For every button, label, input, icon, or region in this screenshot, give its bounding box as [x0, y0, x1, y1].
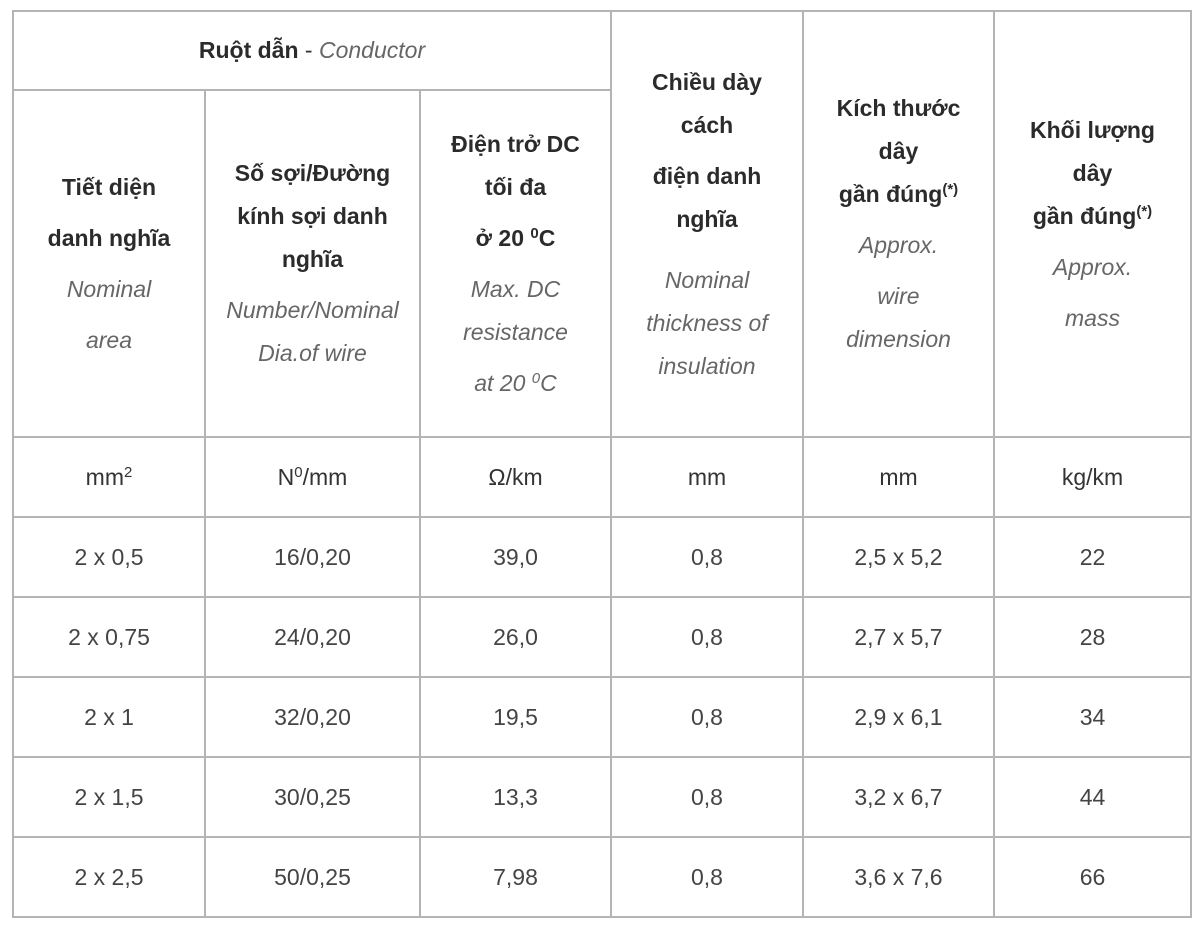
cell-mass: 66 — [994, 837, 1191, 917]
dimension-en-line1: Approx. — [858, 232, 939, 258]
resistance-header — [420, 90, 611, 437]
resistance-vi-line3-text: ở 20 — [475, 224, 531, 251]
dimension-footnote-mark: (*) — [942, 181, 959, 198]
cell-dimension: 2,5 x 5,2 — [803, 517, 994, 597]
area-vi-line2: danh nghĩa — [47, 224, 171, 251]
dimension-header — [803, 11, 994, 437]
cell-resistance: 7,98 — [420, 837, 611, 917]
table-row — [13, 517, 1191, 597]
cable-spec-table — [12, 10, 1192, 918]
dimension-en-line3: dimension — [846, 326, 951, 352]
wires-vi-line2: kính sợi danh — [237, 203, 388, 229]
unit-area-base: mm — [85, 463, 124, 490]
cell-area: 2 x 0,75 — [13, 597, 205, 677]
mass-header — [994, 11, 1191, 437]
cell-area: 2 x 2,5 — [13, 837, 205, 917]
unit-mass: kg/km — [994, 437, 1191, 517]
cell-insulation: 0,8 — [611, 597, 803, 677]
insulation-vi-line4: nghĩa — [676, 205, 738, 232]
header-row-top — [13, 11, 1191, 90]
unit-dimension: mm — [803, 437, 994, 517]
unit-area — [13, 437, 205, 517]
conductor-label-en: Conductor — [318, 37, 426, 63]
conductor-separator: - — [298, 37, 319, 63]
wires-vi-line3: nghĩa — [281, 246, 344, 272]
cell-insulation: 0,8 — [611, 677, 803, 757]
cell-area: 2 x 0,5 — [13, 517, 205, 597]
cell-dimension: 3,2 x 6,7 — [803, 757, 994, 837]
area-header — [13, 90, 205, 437]
table-row — [13, 757, 1191, 837]
wires-vi-line1: Số sợi/Đường — [234, 160, 391, 186]
unit-wires-sup: 0 — [294, 463, 303, 481]
cell-wires: 50/0,25 — [205, 837, 420, 917]
cell-area: 2 x 1 — [13, 677, 205, 757]
cell-mass: 44 — [994, 757, 1191, 837]
dimension-vi-line3 — [810, 173, 987, 216]
conductor-header — [13, 11, 611, 90]
resistance-en-line3-text: at 20 — [474, 369, 532, 396]
table-row — [13, 677, 1191, 757]
mass-en-line2: mass — [1065, 304, 1120, 331]
resistance-vi-line3 — [427, 217, 604, 260]
insulation-vi-line1: Chiều dày — [652, 68, 762, 95]
unit-wires — [205, 437, 420, 517]
cell-wires: 24/0,20 — [205, 597, 420, 677]
insulation-en-line3: insulation — [658, 352, 756, 379]
cell-mass: 28 — [994, 597, 1191, 677]
mass-vi-line2: dây — [1072, 159, 1113, 186]
units-row — [13, 437, 1191, 517]
mass-vi-line3-text: gần đúng — [1032, 202, 1137, 229]
resistance-vi-line1: Điện trở DC — [451, 130, 580, 157]
wires-en-line2: Dia.of wire — [258, 340, 367, 366]
cell-dimension: 2,7 x 5,7 — [803, 597, 994, 677]
conductor-label-vi: Ruột dẫn — [198, 37, 299, 63]
mass-footnote-mark: (*) — [1136, 202, 1153, 220]
insulation-vi-line2: cách — [680, 111, 734, 138]
resistance-vi-line2: tối đa — [484, 173, 547, 200]
resistance-en-degree: 0 — [531, 369, 541, 387]
table-row — [13, 837, 1191, 917]
area-en-line2: area — [85, 326, 133, 353]
insulation-header — [611, 11, 803, 437]
cell-dimension: 3,6 x 7,6 — [803, 837, 994, 917]
mass-vi-line3 — [1001, 195, 1184, 238]
unit-area-sup: 2 — [123, 463, 133, 481]
dimension-vi-line2: dây — [878, 138, 919, 164]
cell-insulation: 0,8 — [611, 837, 803, 917]
table-row — [13, 597, 1191, 677]
resistance-en-unit: C — [540, 369, 557, 396]
cell-insulation: 0,8 — [611, 757, 803, 837]
dimension-vi-line3-text: gần đúng — [838, 181, 943, 207]
wires-header — [205, 90, 420, 437]
insulation-en-line1: Nominal — [664, 266, 750, 293]
cell-wires: 30/0,25 — [205, 757, 420, 837]
resistance-vi-degree: 0 — [530, 224, 539, 242]
unit-resistance: Ω/km — [420, 437, 611, 517]
wires-en-line1: Number/Nominal — [226, 297, 399, 323]
insulation-vi-line3: điện danh — [652, 162, 762, 189]
cell-resistance: 19,5 — [420, 677, 611, 757]
cell-resistance: 13,3 — [420, 757, 611, 837]
unit-wires-rest: /mm — [302, 463, 348, 490]
dimension-vi-line1: Kích thước — [836, 95, 961, 121]
cell-area: 2 x 1,5 — [13, 757, 205, 837]
resistance-vi-unit: C — [538, 224, 556, 251]
resistance-en-line2: resistance — [463, 318, 568, 345]
cell-mass: 34 — [994, 677, 1191, 757]
area-en-line1: Nominal — [66, 275, 152, 302]
mass-vi-line1: Khối lượng — [1030, 116, 1155, 143]
cell-dimension: 2,9 x 6,1 — [803, 677, 994, 757]
cell-wires: 32/0,20 — [205, 677, 420, 757]
cell-resistance: 39,0 — [420, 517, 611, 597]
dimension-en-line2: wire — [877, 283, 920, 309]
mass-en-line1: Approx. — [1052, 253, 1133, 280]
unit-wires-base: N — [277, 463, 295, 490]
insulation-en-line2: thickness of — [646, 309, 768, 336]
resistance-en-line1: Max. DC — [470, 275, 561, 302]
cell-mass: 22 — [994, 517, 1191, 597]
resistance-en-line3 — [427, 362, 604, 405]
area-vi-line1: Tiết diện — [61, 173, 157, 200]
cell-insulation: 0,8 — [611, 517, 803, 597]
cell-resistance: 26,0 — [420, 597, 611, 677]
unit-insulation: mm — [611, 437, 803, 517]
cell-wires: 16/0,20 — [205, 517, 420, 597]
